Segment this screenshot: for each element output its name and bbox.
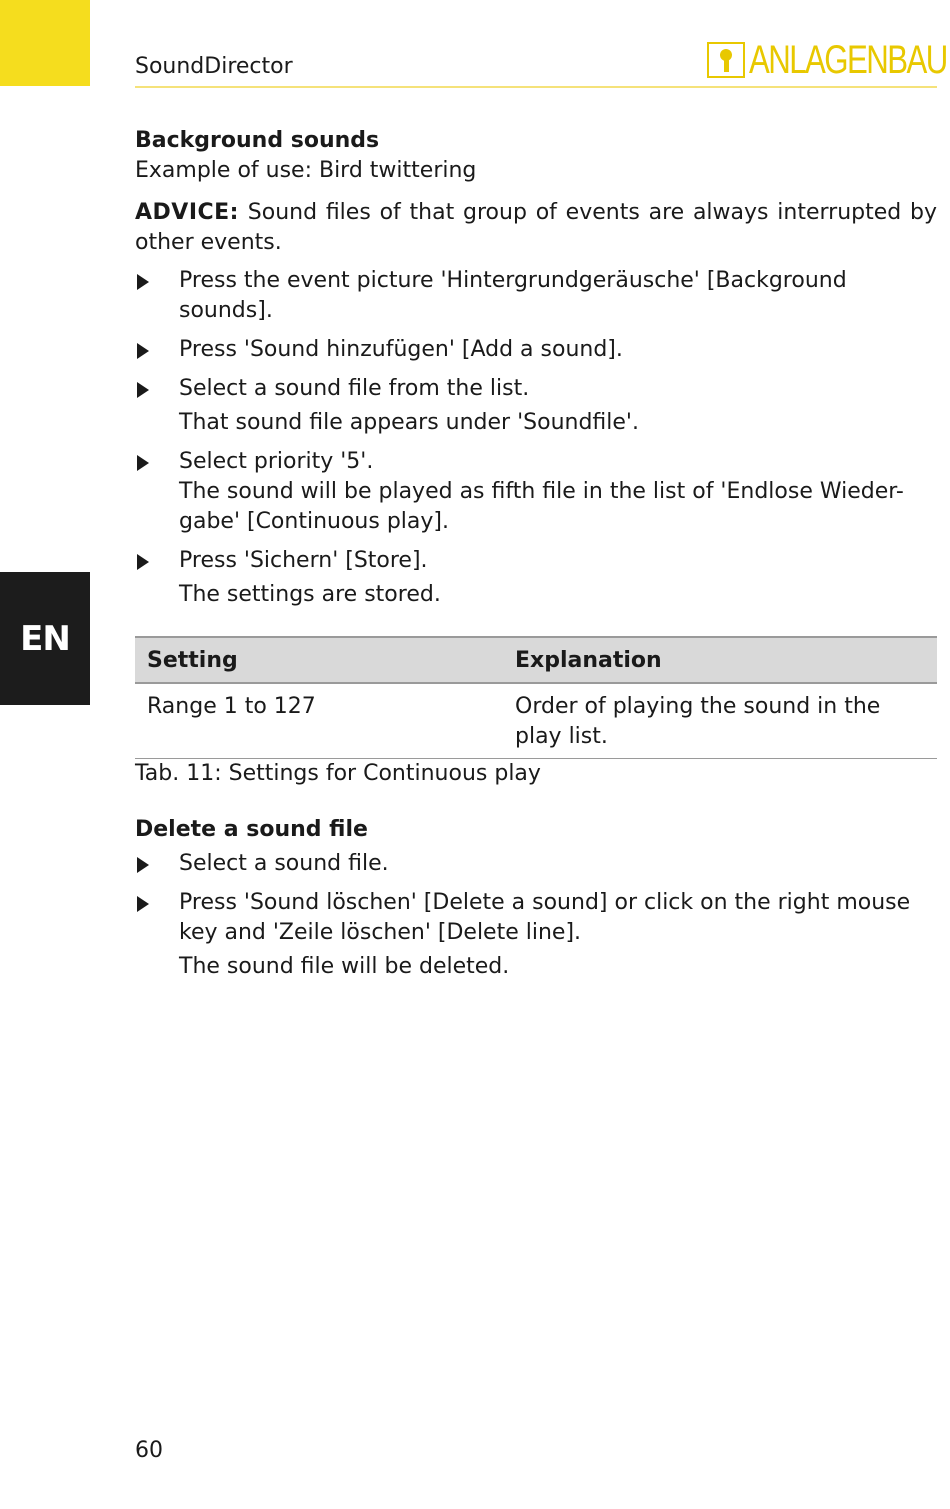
table-header-row: [135, 637, 937, 683]
step-text: Press 'Sichern' [Store].: [179, 548, 428, 573]
table-cell-explanation: Order of playing the sound in the play list.: [503, 683, 937, 759]
advice-label: ADVICE:: [135, 200, 239, 225]
lightbulb-icon: [707, 42, 745, 78]
column-header-explanation: Explanation: [503, 637, 937, 683]
example-text: Example of use: Bird twittering: [135, 158, 477, 183]
table-caption: Tab. 11: Settings for Continuous play: [135, 761, 541, 786]
section-delete-sound: [135, 815, 937, 991]
triangle-bullet-icon: [137, 382, 149, 398]
step-text: Select a sound file from the list.: [179, 376, 530, 401]
page-number: 60: [135, 1438, 163, 1463]
list-item: [135, 447, 937, 537]
header-divider: [135, 86, 937, 88]
section-heading: Delete a sound file: [135, 817, 368, 842]
list-item: [135, 335, 937, 365]
step-result: The sound will be played as fifth file in the list of 'Endlose Wieder-gabe' [Continuous play].: [179, 479, 904, 534]
step-result: That sound file appears under 'Soundfile'.: [179, 410, 639, 435]
triangle-bullet-icon: [137, 343, 149, 359]
triangle-bullet-icon: [137, 896, 149, 912]
company-logo: [707, 40, 950, 80]
advice-paragraph: [135, 198, 937, 258]
triangle-bullet-icon: [137, 274, 149, 290]
triangle-bullet-icon: [137, 554, 149, 570]
list-item: [135, 266, 937, 326]
list-item: [135, 888, 937, 982]
column-header-setting: Setting: [135, 637, 503, 683]
language-label: EN: [20, 618, 70, 659]
yellow-corner-tab: [0, 0, 90, 86]
section-heading: Background sounds: [135, 128, 380, 153]
table-row: [135, 683, 937, 759]
step-result: The settings are stored.: [179, 582, 441, 607]
triangle-bullet-icon: [137, 455, 149, 471]
language-tab: [0, 572, 90, 705]
triangle-bullet-icon: [137, 857, 149, 873]
list-item: [135, 849, 937, 879]
settings-table: [135, 636, 937, 759]
step-list: [135, 849, 937, 982]
document-title: SoundDirector: [135, 54, 293, 79]
list-item: [135, 374, 937, 438]
step-text: Select priority '5'.: [179, 449, 374, 474]
logo-text: ANLAGENBAU: [749, 38, 947, 82]
list-item: [135, 546, 937, 610]
step-text: Press 'Sound löschen' [Delete a sound] or click on the right mouse key and 'Zeile löschen' [Delete line].: [179, 890, 911, 945]
step-text: Press 'Sound hinzufügen' [Add a sound].: [179, 337, 623, 362]
step-result: The sound file will be deleted.: [179, 954, 510, 979]
step-text: Select a sound file.: [179, 851, 389, 876]
advice-text: Sound files of that group of events are always interrupted by other events.: [135, 200, 937, 255]
section-background-sounds: [135, 126, 937, 619]
step-text: Press the event picture 'Hintergrundgeräusche' [Background sounds].: [179, 268, 847, 323]
table-cell-setting: Range 1 to 127: [135, 683, 503, 759]
step-list: [135, 266, 937, 610]
